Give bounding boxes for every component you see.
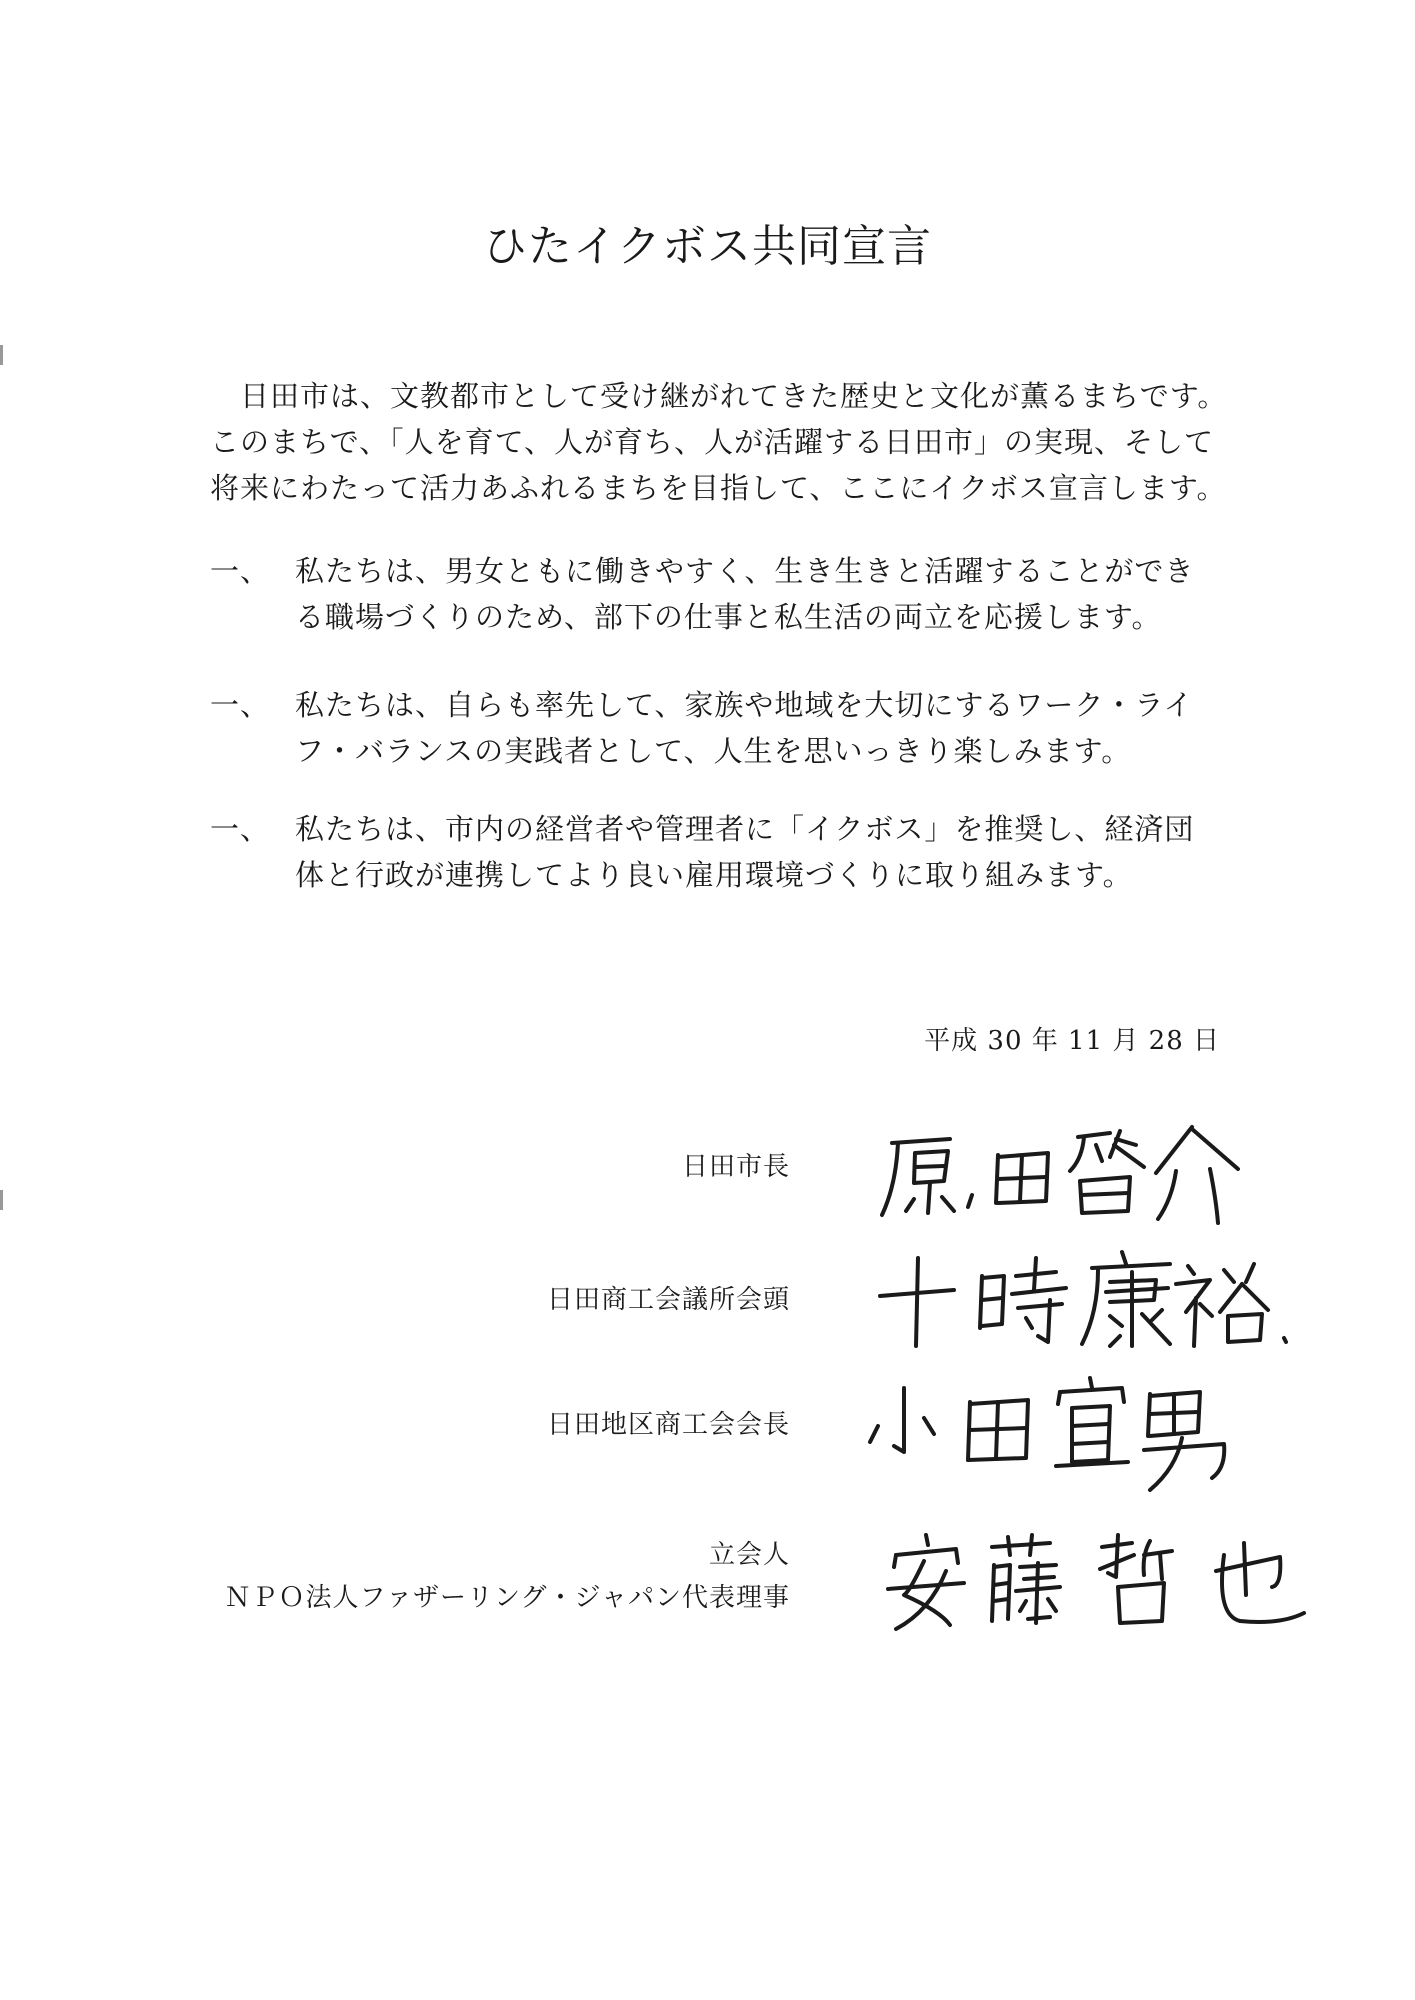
pledge-text (295, 806, 1230, 898)
handwritten-signature (860, 1368, 1280, 1498)
signatory-title: 日田地区商工会会長 (546, 1410, 790, 1440)
signatory-title: 日田市長 (681, 1152, 790, 1182)
intro-line: 将来にわたって活力あふれるまちを目指して、ここにイクボス宣言します。 (210, 471, 1227, 505)
handwritten-signature (870, 1242, 1300, 1352)
pledge-text (295, 682, 1230, 774)
pledge-line: 体と行政が連携してより良い雇用環境づくりに取り組みます。 (295, 858, 1133, 892)
handwritten-signature (870, 1115, 1260, 1225)
intro-line: このまちで、「人を育て、人が育ち、人が活躍する日田市」の実現、そして (210, 425, 1215, 459)
pledge-line: フ・バランスの実践者として、人生を思いっきり楽しみます。 (295, 734, 1132, 768)
intro-paragraph (210, 373, 1230, 511)
signatory-title: 立会人 (708, 1540, 790, 1570)
declaration-date: 平成 30 年 11 月 28 日 (924, 1026, 1220, 1056)
pledge-line: る職場づくりのため、部下の仕事と私生活の両立を応援します。 (295, 600, 1162, 634)
pledge-1 (210, 548, 1230, 640)
pledge-mark: 一、 (210, 554, 271, 588)
pledge-2 (210, 682, 1230, 774)
pledge-line: 私たちは、男女ともに働きやすく、生き生きと活躍することができ (295, 554, 1195, 588)
pledge-mark: 一、 (210, 688, 271, 722)
pledge-3 (210, 806, 1230, 898)
handwritten-signature (880, 1525, 1320, 1635)
pledge-mark: 一、 (210, 812, 271, 846)
intro-line: 日田市は、文教都市として受け継がれてきた歴史と文化が薫るまちです。 (210, 379, 1228, 413)
signatory-organization: ＮＰＯ法人ファザーリング・ジャパン代表理事 (224, 1583, 790, 1613)
pledge-text (295, 548, 1230, 640)
scan-edge-mark (0, 1190, 3, 1210)
pledge-line: 私たちは、自らも率先して、家族や地域を大切にするワーク・ライ (295, 688, 1194, 722)
document-title: ひたイクボス共同宣言 (482, 221, 933, 272)
signatory-title: 日田商工会議所会頭 (546, 1285, 790, 1315)
scan-edge-mark (0, 345, 3, 365)
pledge-line: 私たちは、市内の経営者や管理者に「イクボス」を推奨し、経済団 (295, 812, 1195, 846)
